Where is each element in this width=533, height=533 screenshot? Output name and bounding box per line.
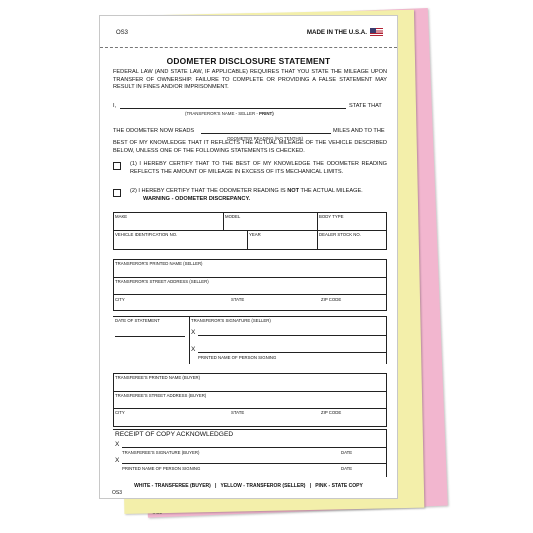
seller-box-divider bbox=[113, 294, 387, 295]
option-1-text: (1) I HEREBY CERTIFY THAT TO THE BEST OF MY KNOWLEDGE THE ODOMETER READING REFLECTS THE AMOUNT OF MILEAGE IN EXCESS OF ITS MECHANICAL LIMITS. bbox=[130, 161, 387, 175]
i-label: I, bbox=[113, 103, 117, 109]
date-of-statement-label: DATE OF STATEMENT bbox=[115, 318, 160, 323]
seller-signature-divider bbox=[189, 316, 190, 364]
transferor-name-line[interactable] bbox=[120, 108, 346, 109]
seller-signature-line[interactable] bbox=[198, 335, 387, 336]
buyer-box-divider bbox=[113, 391, 387, 392]
transferor-caption-text: (TRANSFEROR'S NAME - SELLER - bbox=[185, 111, 258, 116]
dealer-stock-field[interactable]: DEALER STOCK NO. bbox=[319, 232, 361, 237]
buyer-signature-line[interactable] bbox=[122, 447, 387, 448]
transferor-name-caption bbox=[185, 111, 274, 116]
buyer-printed-date-label: DATE bbox=[341, 466, 353, 471]
footer-form-code: OS3 bbox=[112, 490, 123, 496]
made-in-usa-label: MADE IN THE U.S.A. bbox=[306, 28, 367, 36]
seller-box-divider bbox=[113, 277, 387, 278]
seller-zip-field[interactable]: ZIP CODE bbox=[321, 297, 342, 302]
seller-street-field[interactable]: TRANSFEROR'S STREET ADDRESS (SELLER) bbox=[115, 279, 209, 284]
buyer-printed-name-caption: PRINTED NAME OF PERSON SIGNING bbox=[122, 466, 201, 471]
buyer-signature-date-label: DATE bbox=[341, 450, 353, 455]
us-flag-icon bbox=[370, 28, 383, 36]
buyer-x-mark: X bbox=[115, 441, 120, 448]
seller-printed-name-caption: PRINTED NAME OF PERSON SIGNING bbox=[198, 355, 277, 360]
odometer-caption: ODOMETER READING (NO TENTHS) bbox=[227, 136, 304, 141]
buyer-printed-x-mark: X bbox=[115, 457, 120, 464]
date-of-statement-line[interactable] bbox=[115, 336, 185, 337]
seller-signature-top-rule bbox=[113, 316, 387, 317]
vehicle-table-divider bbox=[317, 212, 318, 250]
odometer-reads-label: THE ODOMETER NOW READS bbox=[113, 128, 195, 134]
body-type-field[interactable]: BODY TYPE bbox=[319, 214, 344, 219]
model-field[interactable]: MODEL bbox=[225, 214, 241, 219]
seller-printed-x-mark: X bbox=[191, 346, 196, 353]
buyer-street-field[interactable]: TRANSFEREE'S STREET ADDRESS (BUYER) bbox=[115, 393, 207, 398]
form-code: OS3 bbox=[116, 30, 129, 36]
buyer-zip-field[interactable]: ZIP CODE bbox=[321, 410, 342, 415]
buyer-box-divider bbox=[113, 408, 387, 409]
option-2-checkbox[interactable] bbox=[113, 189, 121, 197]
state-that-label: STATE THAT bbox=[349, 103, 382, 109]
year-field[interactable]: YEAR bbox=[249, 232, 261, 237]
buyer-info-box bbox=[113, 373, 387, 427]
odometer-warning: WARNING - ODOMETER DISCREPANCY. bbox=[143, 196, 251, 202]
option-2-text-a: (2) I HEREBY CERTIFY THAT THE ODOMETER READING IS bbox=[130, 188, 286, 194]
perforation-line bbox=[100, 47, 397, 48]
option-2-text-b: THE ACTUAL MILEAGE. bbox=[300, 188, 363, 194]
made-in-usa bbox=[307, 28, 383, 36]
option-1-checkbox[interactable] bbox=[113, 162, 121, 170]
print-caption: PRINT) bbox=[259, 111, 274, 116]
best-knowledge-text: BEST OF MY KNOWLEDGE THAT IT REFLECTS THE ACTUAL MILEAGE OF THE VEHICLE DESCRIBED BELOW, UNLESS ONE OF THE FOLLOWING STATEMENTS IS CHECKED. bbox=[113, 140, 387, 154]
seller-printed-name-line[interactable] bbox=[198, 352, 387, 353]
buyer-signature-label: TRANSFEREE'S SIGNATURE (BUYER) bbox=[122, 450, 200, 455]
form-title: ODOMETER DISCLOSURE STATEMENT bbox=[166, 56, 331, 66]
buyer-printed-name-line[interactable] bbox=[122, 463, 387, 464]
seller-x-mark: X bbox=[191, 329, 196, 336]
option-2-not: NOT bbox=[287, 188, 299, 194]
miles-label: MILES AND TO THE bbox=[333, 128, 385, 134]
legal-intro: FEDERAL LAW (AND STATE LAW, IF APPLICABLE) REQUIRES THAT YOU STATE THE MILEAGE UPON TRANSFER OF OWNERSHIP. FAILURE TO COMPLETE OR PROVIDING A FALSE STATEMENT MAY RESULT IN FINES AND/OR IMPRISONMENT. bbox=[113, 69, 387, 91]
seller-info-box bbox=[113, 259, 387, 311]
buyer-city-field[interactable]: CITY bbox=[115, 410, 125, 415]
vehicle-info-table bbox=[113, 212, 387, 250]
seller-signature-label: TRANSFEROR'S SIGNATURE (SELLER) bbox=[191, 318, 271, 323]
vehicle-table-divider bbox=[223, 212, 224, 230]
option-2-text bbox=[130, 188, 363, 196]
vin-field[interactable]: VEHICLE IDENTIFICATION NO. bbox=[115, 232, 178, 237]
seller-city-field[interactable]: CITY bbox=[115, 297, 125, 302]
buyer-state-field[interactable]: STATE bbox=[231, 410, 245, 415]
seller-printed-name-field[interactable]: TRANSFEROR'S PRINTED NAME (SELLER) bbox=[115, 261, 203, 266]
odometer-reading-line[interactable] bbox=[201, 133, 331, 134]
vehicle-table-divider bbox=[113, 230, 387, 231]
make-field[interactable]: MAKE bbox=[115, 214, 128, 219]
odometer-form-white-copy bbox=[99, 15, 398, 499]
copy-distribution-footer: WHITE - TRANSFEREE (BUYER) | YELLOW - TRANSFEROR (SELLER) | PINK - STATE COPY bbox=[134, 483, 363, 489]
seller-state-field[interactable]: STATE bbox=[231, 297, 245, 302]
receipt-heading: RECEIPT OF COPY ACKNOWLEDGED bbox=[115, 431, 234, 438]
buyer-printed-name-field[interactable]: TRANSFEREE'S PRINTED NAME (BUYER) bbox=[115, 375, 201, 380]
vehicle-table-divider bbox=[247, 230, 248, 250]
